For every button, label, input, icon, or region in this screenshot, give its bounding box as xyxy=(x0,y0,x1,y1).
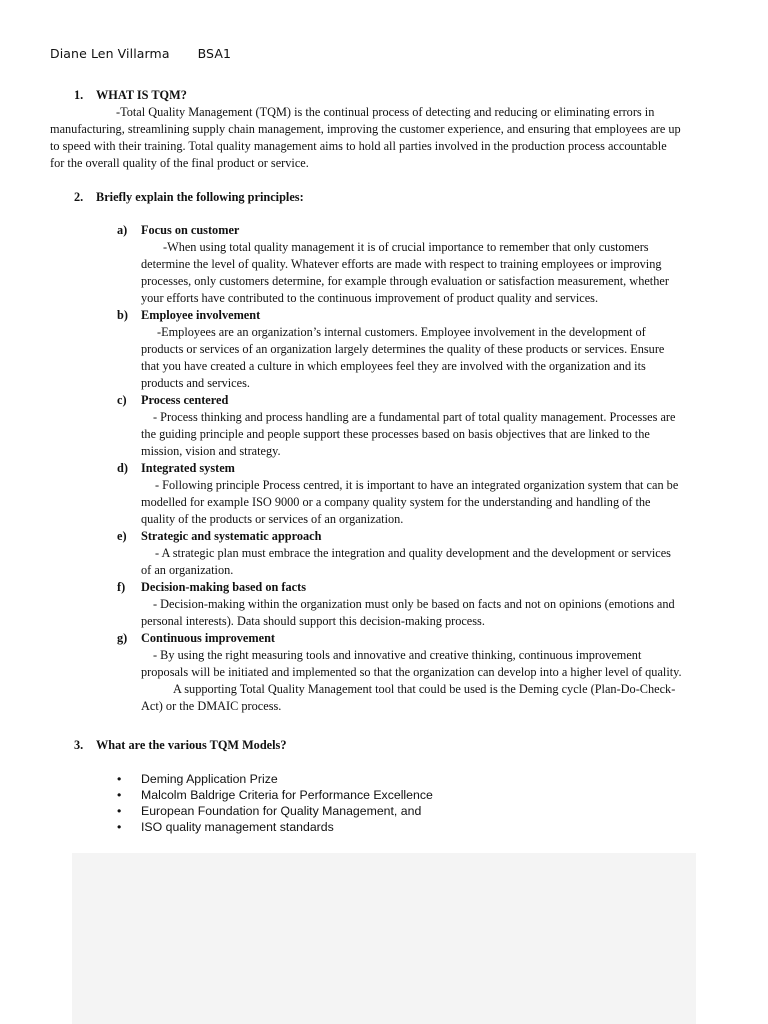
principle-continuous-improvement xyxy=(117,630,697,715)
description-line: that you have created a culture in which employees feel they are involved with the organization and its xyxy=(141,359,646,373)
model-label: Malcolm Baldrige Criteria for Performance Excellence xyxy=(141,788,433,802)
model-label: European Foundation for Quality Management, and xyxy=(141,804,422,818)
list-item xyxy=(117,787,433,803)
question-2-heading xyxy=(74,189,304,206)
description-line: processes, only customers determine, for example through evaluation or satisfaction measurement, whether xyxy=(141,274,669,288)
principle-letter: b) xyxy=(117,308,128,322)
principles-list xyxy=(117,222,697,715)
description-line: proposals will be initiated and implemented so that the organization can develop into a higher level of quality. xyxy=(141,665,682,679)
question-1-heading xyxy=(74,87,187,104)
principle-title: Focus on customer xyxy=(141,223,240,237)
model-label: ISO quality management standards xyxy=(141,820,334,834)
principle-title: Employee involvement xyxy=(141,308,261,322)
description-line: - By using the right measuring tools and innovative and creative thinking, continuous improvement xyxy=(153,648,642,662)
principle-description xyxy=(141,324,697,392)
description-line: quality of the products or services of an organization. xyxy=(141,512,404,526)
principle-title: Integrated system xyxy=(141,461,235,475)
question-2-title: Briefly explain the following principles: xyxy=(96,190,304,204)
description-line: the guiding principle and people support these processes based on basis objectives that are linked to the xyxy=(141,427,650,441)
description-line: - Following principle Process centred, it is important to have an integrated organization system that can be xyxy=(155,478,679,492)
answer-line: for the overall quality of the final product or service. xyxy=(50,156,309,170)
description-line: -Employees are an organization’s internal customers. Employee involvement in the development of xyxy=(157,325,646,339)
question-3-title: What are the various TQM Models? xyxy=(96,738,287,752)
bullet-icon: • xyxy=(117,772,122,786)
principle-letter: d) xyxy=(117,461,128,475)
principle-letter: f) xyxy=(117,580,126,594)
answer-line: to speed with their training. Total quality management aims to hold all parties involved in the production process accountable xyxy=(50,139,667,153)
principle-title: Continuous improvement xyxy=(141,631,276,645)
principle-process-centered xyxy=(117,392,697,460)
answer-line: -Total Quality Management (TQM) is the continual process of detecting and reducing or eliminating errors in xyxy=(116,105,655,119)
bullet-icon: • xyxy=(117,820,122,834)
description-line: determine the level of quality. Whatever efforts are made with respect to training employees or improving xyxy=(141,257,662,271)
description-line: - A strategic plan must embrace the integration and quality development and the development or services xyxy=(155,546,671,560)
model-label: Deming Application Prize xyxy=(141,772,278,786)
principle-decision-making xyxy=(117,579,697,630)
description-line: - Process thinking and process handling are a fundamental part of total quality management. Processes are xyxy=(153,410,676,424)
answer-line: manufacturing, streamlining supply chain management, improving the customer experience, and ensuring that employees are up xyxy=(50,122,681,136)
principle-title: Process centered xyxy=(141,393,229,407)
description-line: -When using total quality management it is of crucial importance to remember that only customers xyxy=(163,240,649,254)
description-line: personal interests). Data should support this decision-making process. xyxy=(141,614,485,628)
principle-description xyxy=(141,239,697,307)
description-line: A supporting Total Quality Management tool that could be used is the Deming cycle (Plan-Do-Check- xyxy=(173,682,676,696)
principle-description xyxy=(141,477,697,528)
description-line: products and services. xyxy=(141,376,250,390)
principle-employee-involvement xyxy=(117,307,697,392)
list-item xyxy=(117,819,433,835)
description-line: of an organization. xyxy=(141,563,234,577)
principle-title: Decision-making based on facts xyxy=(141,580,306,594)
document-header xyxy=(50,46,231,61)
question-3-heading xyxy=(74,737,286,754)
principle-integrated-system xyxy=(117,460,697,528)
list-item xyxy=(117,803,433,819)
description-line: your efforts have contributed to the continuous improvement of product quality and services. xyxy=(141,291,599,305)
tqm-models-list xyxy=(117,771,433,835)
principle-description xyxy=(141,596,697,630)
principle-letter: e) xyxy=(117,529,127,543)
description-line: - Decision-making within the organization must only be based on facts and not on opinions (emotions and xyxy=(153,597,675,611)
principle-title: Strategic and systematic approach xyxy=(141,529,322,543)
list-item xyxy=(117,771,433,787)
blank-footer-area xyxy=(72,853,696,1024)
description-line: Act) or the DMAIC process. xyxy=(141,699,282,713)
principle-letter: g) xyxy=(117,631,128,645)
description-line: products or services of an organization largely determines the quality of these products or services. Ensure xyxy=(141,342,665,356)
question-2-number: 2. xyxy=(74,190,84,204)
principle-focus-on-customer xyxy=(117,222,697,307)
question-1-answer xyxy=(50,104,700,172)
description-line: mission, vision and strategy. xyxy=(141,444,281,458)
description-line: modelled for example ISO 9000 or a company quality system for the understanding and handling of the xyxy=(141,495,651,509)
question-3-number: 3. xyxy=(74,738,84,752)
principle-description xyxy=(141,647,697,715)
principle-description xyxy=(141,545,697,579)
question-1-number: 1. xyxy=(74,88,84,102)
principle-description xyxy=(141,409,697,460)
question-1-title: WHAT IS TQM? xyxy=(96,88,187,102)
student-section: BSA1 xyxy=(197,46,232,61)
principle-strategic-approach xyxy=(117,528,697,579)
principle-letter: a) xyxy=(117,223,128,237)
bullet-icon: • xyxy=(117,804,122,818)
bullet-icon: • xyxy=(117,788,122,802)
principle-letter: c) xyxy=(117,393,127,407)
student-name: Diane Len Villarma xyxy=(50,46,170,61)
